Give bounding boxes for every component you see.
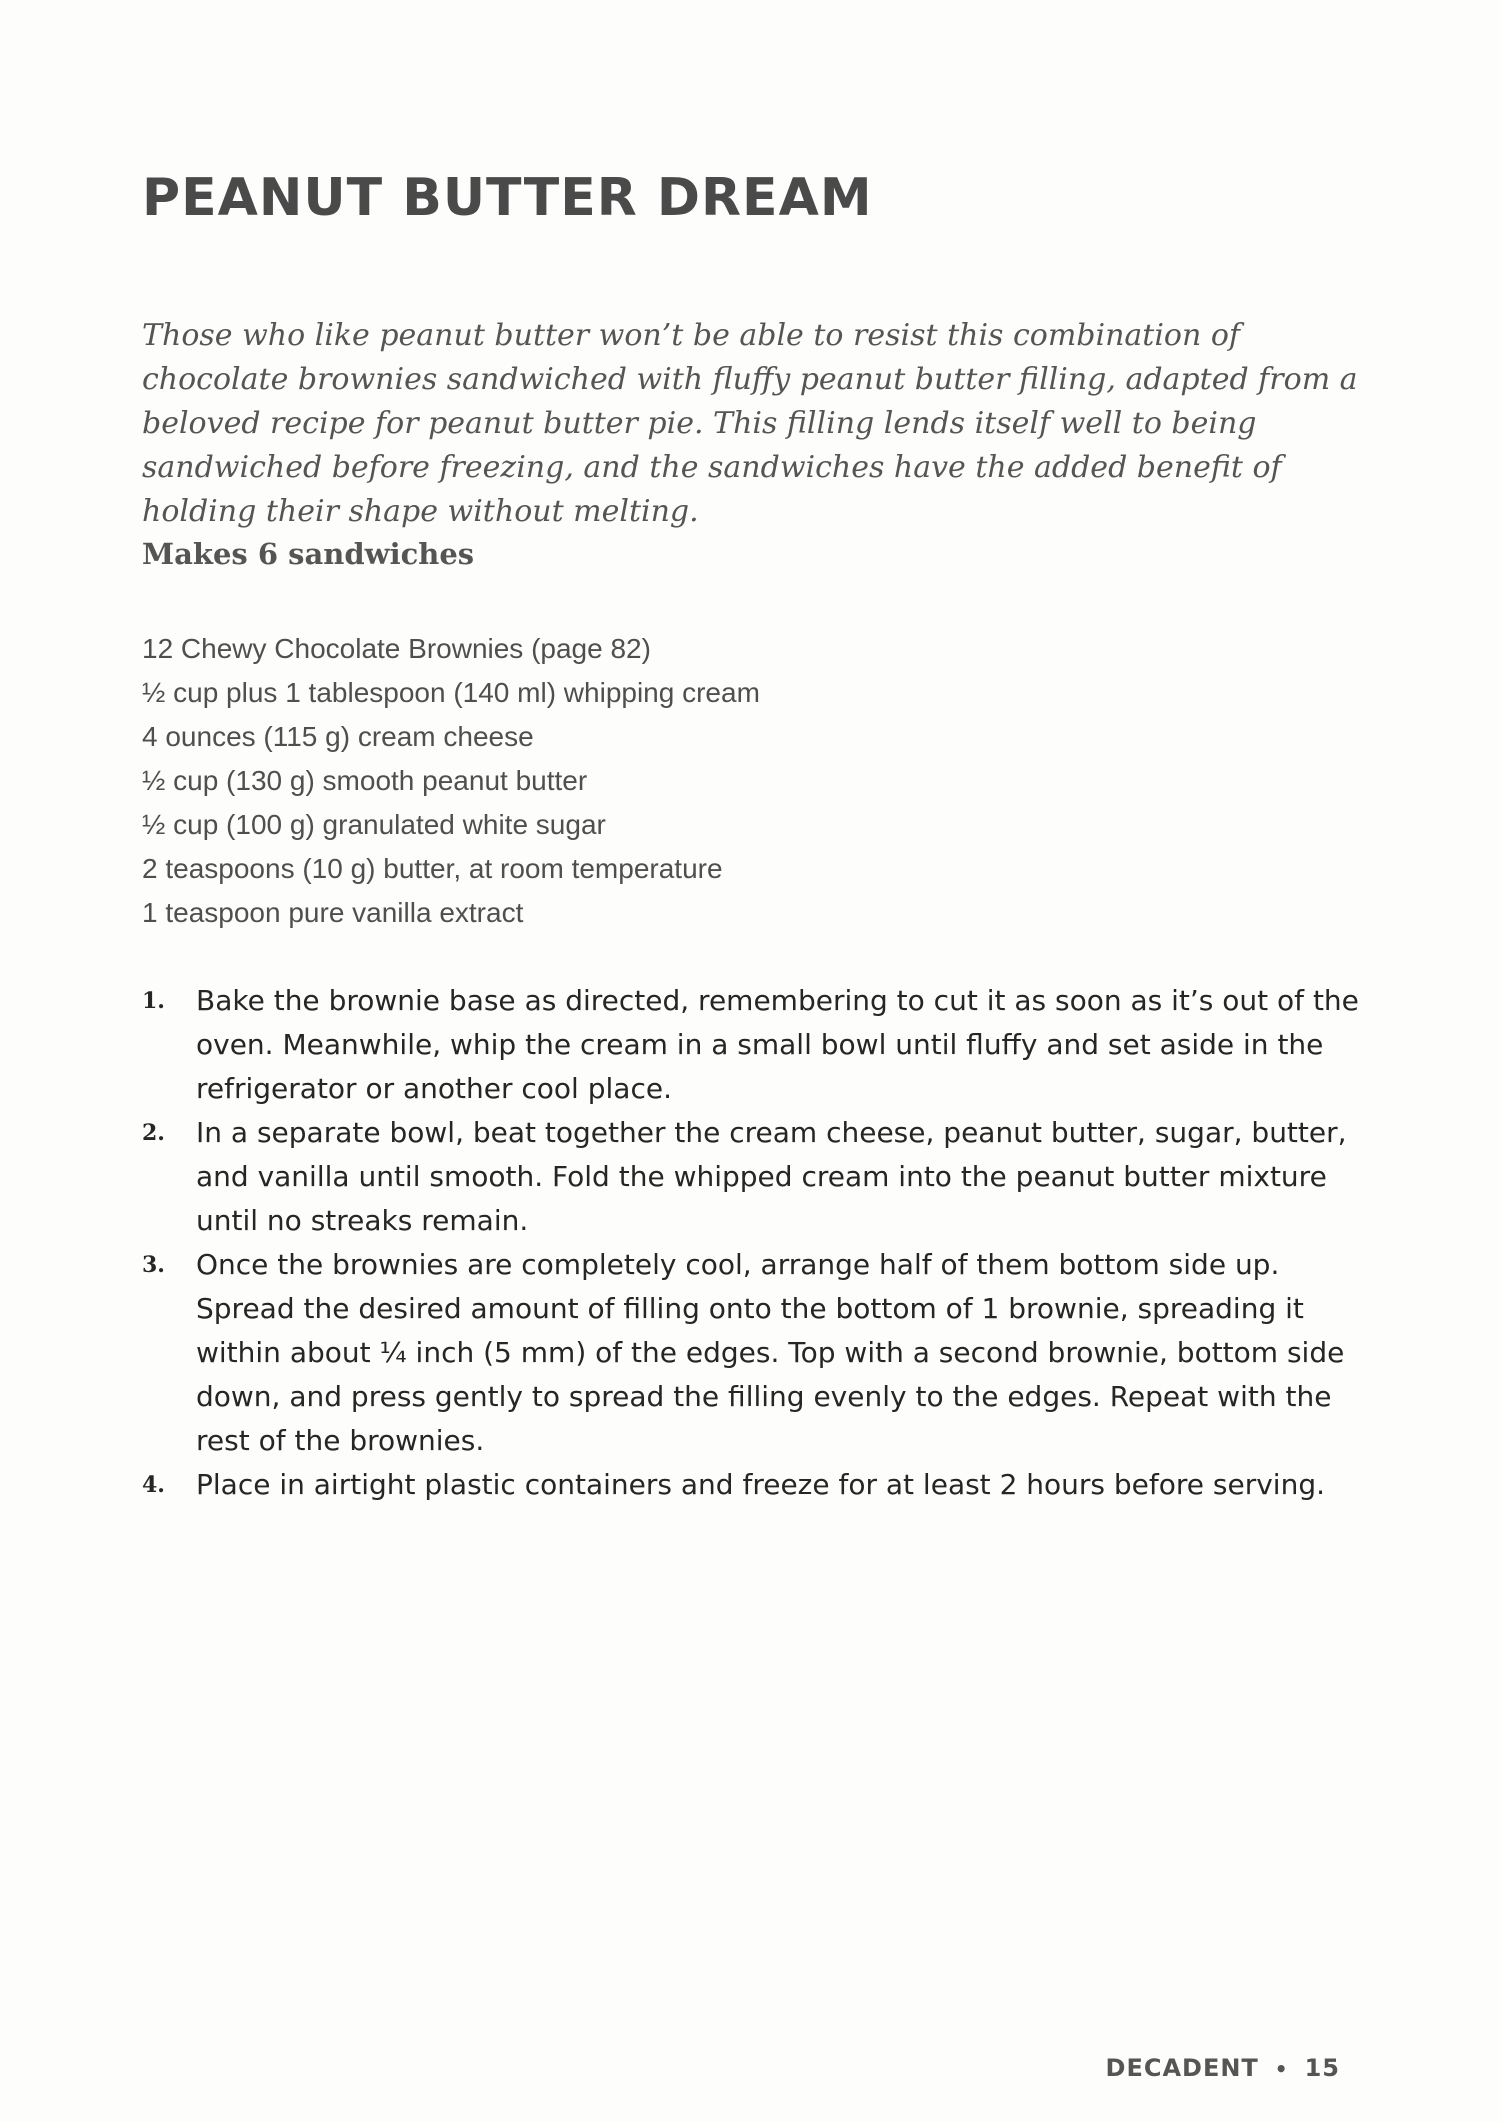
ingredient-item: 12 Chewy Chocolate Brownies (page 82) <box>142 633 651 664</box>
ingredient-list <box>142 627 760 935</box>
ingredient-item: 4 ounces (115 g) cream cheese <box>142 721 534 752</box>
page-footer <box>1106 2054 1340 2082</box>
ingredient-item: ½ cup plus 1 tablespoon (140 ml) whipping cream <box>142 677 760 708</box>
step-number: 2. <box>142 1120 165 1146</box>
section-name: DECADENT <box>1105 2054 1259 2082</box>
page-number: 15 <box>1304 2054 1340 2082</box>
method-step <box>142 1463 1362 1507</box>
step-text: Place in airtight plastic containers and freeze for at least 2 hours before serving. <box>196 1468 1326 1501</box>
method-steps <box>142 979 1362 1507</box>
method-step <box>142 1243 1362 1463</box>
recipe-intro: Those who like peanut butter won’t be able to resist this combination of chocolate brownies sandwiched with fluffy peanut butter filling, adapted from a beloved recipe for peanut butter pie. This filling lends itself well to being sandwiched before freezing, and the sandwiches have the added benefit of holding their shape without melting. <box>142 318 1358 529</box>
step-text: Once the brownies are completely cool, arrange half of them bottom side up. Spread the desired amount of filling onto the bottom of 1 brownie, spreading it within about ¼ inch (5 mm) of the edges. Top with a second brownie, bottom side down, and press gently to spread the filling evenly to the edges. Repeat with the rest of the brownies. <box>196 1248 1345 1457</box>
method-step <box>142 979 1362 1111</box>
step-number: 4. <box>142 1472 165 1498</box>
ingredient-item: ½ cup (130 g) smooth peanut butter <box>142 765 588 796</box>
ingredient-item: ½ cup (100 g) granulated white sugar <box>142 809 606 840</box>
recipe-yield: Makes 6 sandwiches <box>142 537 475 571</box>
step-text: In a separate bowl, beat together the cream cheese, peanut butter, sugar, butter, and vanilla until smooth. Fold the whipped cream into the peanut butter mixture until no streaks remain. <box>196 1116 1347 1237</box>
ingredient-item: 1 teaspoon pure vanilla extract <box>142 897 524 928</box>
step-number: 3. <box>142 1252 165 1278</box>
ingredient-item: 2 teaspoons (10 g) butter, at room temperature <box>142 853 723 884</box>
step-number: 1. <box>142 988 165 1014</box>
recipe-title: PEANUT BUTTER DREAM <box>142 168 873 228</box>
method-step <box>142 1111 1362 1243</box>
step-text: Bake the brownie base as directed, remembering to cut it as soon as it’s out of the oven. Meanwhile, whip the cream in a small bowl until fluffy and set aside in the refrigerator or another cool place. <box>196 984 1359 1105</box>
separator-dot: • <box>1274 2057 1289 2081</box>
